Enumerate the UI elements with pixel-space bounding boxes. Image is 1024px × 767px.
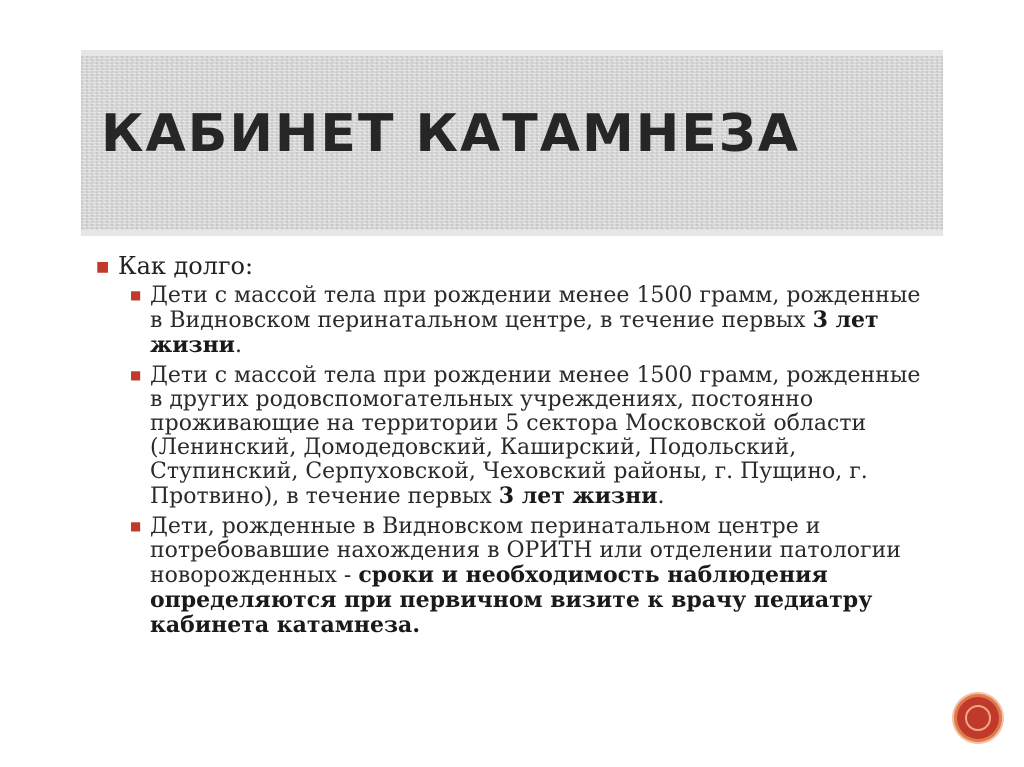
list-item-text-plain: Дети, рожденные в Видновском перинатальном центре и потребовавшие нахождения в ОРИТН или отделении патологии новорожденных - <box>150 514 901 588</box>
square-bullet-icon: ■ <box>130 368 142 382</box>
list-item <box>130 284 926 358</box>
list-item-text-bold: 3 лет жизни <box>150 307 879 358</box>
slide-content <box>96 252 926 644</box>
list-item-text-bold: сроки и необходимость наблюдения определяются при первичном визите к врачу педиатру кабинета катамнеза. <box>150 562 873 638</box>
list-item-text <box>150 364 926 509</box>
list-item-text-bold: 3 лет жизни <box>498 483 658 509</box>
heading-text: Как долго: <box>118 252 254 280</box>
slide-title: КАБИНЕТ КАТАМНЕЗА <box>101 104 800 164</box>
square-bullet-icon: ■ <box>130 519 142 533</box>
square-bullet-icon: ■ <box>96 259 110 275</box>
square-bullet-icon: ■ <box>130 288 142 302</box>
circle-badge-icon <box>957 697 999 739</box>
list-item-text <box>150 284 926 358</box>
list-item-text-end: . <box>235 333 242 358</box>
list-item-text <box>150 515 926 638</box>
heading-item <box>96 252 926 280</box>
list-item-text-plain: Дети с массой тела при рождении менее 1500 грамм, рожденные в Видновском перинатальном центре, в течение первых <box>150 283 921 333</box>
list-item-text-end: . <box>657 484 665 509</box>
list-item <box>130 515 926 638</box>
list-item-text-plain: Дети с массой тела при рождении менее 1500 грамм, рожденные в других родовспомогательных учреждениях, постоянно проживающие на территории 5 сектора Московской области (Ленинский, Домодедовский, Каширский, Подольский, Ступинский, Серпуховской, Чеховский районы, г. Пущино, г. Протвино), в течение первых <box>150 363 921 509</box>
list-item <box>130 364 926 509</box>
